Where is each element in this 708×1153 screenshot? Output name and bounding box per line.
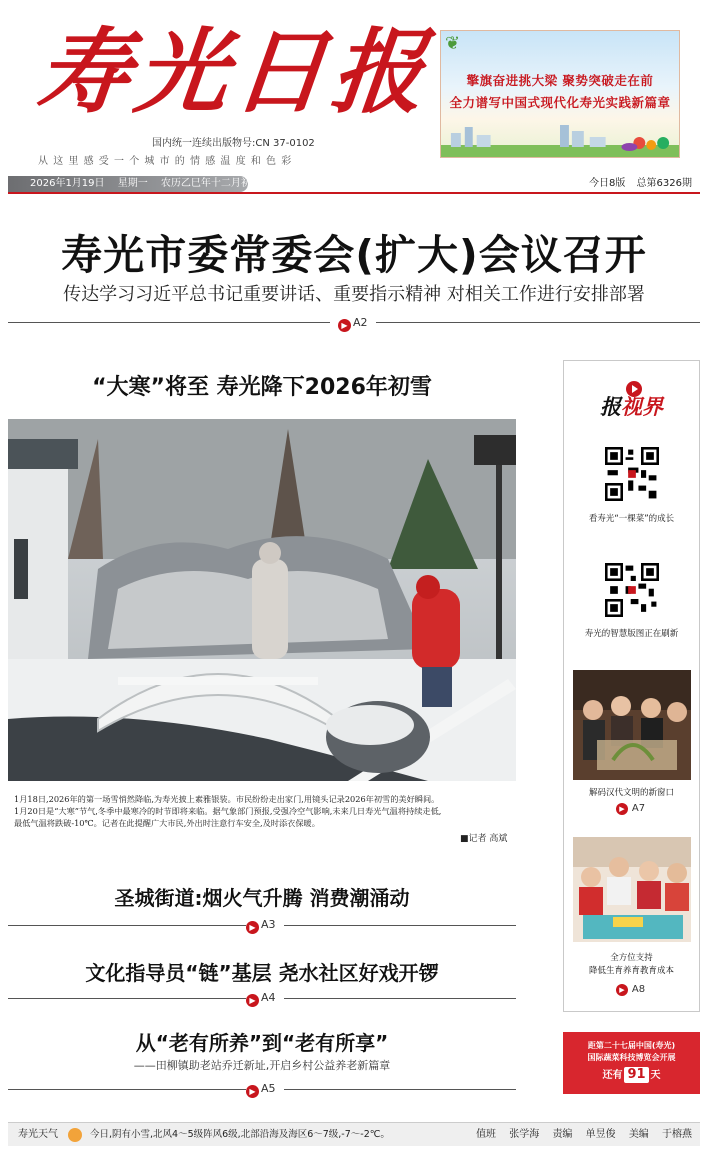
- weather-text: 今日,阴有小雪,北风4～5级阵风6级,北部沿海及海区6～7级,-7～-2℃。: [90, 1129, 390, 1140]
- weather-label: 寿光天气: [18, 1129, 58, 1140]
- expo-countdown: [563, 1032, 700, 1094]
- banner-line-1: 擎旗奋进挑大梁 聚势突破走在前: [466, 73, 654, 88]
- section-headline-a5[interactable]: 从“老有所养”到“老有所享”: [135, 1031, 389, 1055]
- divider-line: [284, 925, 516, 926]
- photo-caption: 1月18日,2026年的第一场雪悄然降临,为寿光披上素雅银装。市民纷纷走出家门,用镜头记录2026年初雪的美好瞬间。 1月20日是“大寒”节气,冬季中最寒冷的时节即将来临。据气象部门预报,受强冷空气影响,未来几日寿光气温将持续走低, 最低气温将跌破-10℃。记者在此提醒广大市民,外出时注意行车安全,及时添衣保暖。: [14, 794, 442, 828]
- qr-code-icon[interactable]: [605, 563, 659, 617]
- qr-caption-1: 看寿光“一棵菜”的成长: [588, 514, 675, 524]
- snow-garden-photo: [8, 419, 516, 781]
- leaf-icon: ❦: [445, 33, 461, 54]
- page-ref-a5[interactable]: ▶ A5: [246, 1082, 276, 1098]
- staff-editor-label: 责编: [552, 1129, 573, 1140]
- banner-advertisement: [440, 30, 680, 158]
- weather-icon: [68, 1128, 82, 1142]
- staff-duty-label: 值班: [476, 1129, 497, 1140]
- date-info: [8, 176, 261, 192]
- countdown-days: 还有 91 天: [602, 1067, 661, 1082]
- divider-line: [376, 322, 700, 323]
- divider-line: [284, 998, 516, 999]
- sidebar-panel: [563, 360, 700, 1012]
- section-subheadline-a5: ——田柳镇助老站乔迁新址,开启乡村公益养老新篇章: [133, 1059, 391, 1072]
- countdown-line-2: 国际蔬菜科技博览会开展: [587, 1053, 676, 1062]
- banner-line-2: 全力谱写中国式现代化寿光实践新篇章: [449, 95, 671, 110]
- staff-duty-name: 张学海: [509, 1129, 540, 1140]
- page-ref-a7[interactable]: ▶ A7: [564, 803, 699, 815]
- page-ref-a2[interactable]: ▶ A2: [338, 316, 368, 332]
- countdown-line-1: 距第二十七届中国(寿光): [587, 1041, 676, 1050]
- photo-story-title[interactable]: “大寒”将至 寿光降下2026年初雪: [92, 375, 432, 400]
- issue-date: 2026年1月19日: [30, 178, 105, 189]
- arrow-icon: ▶: [338, 319, 351, 332]
- issn-number: 国内统一连续出版物号:CN 37-0102: [152, 138, 315, 149]
- page-ref-a3[interactable]: ▶ A3: [246, 918, 276, 934]
- arrow-icon: ▶: [246, 1085, 259, 1098]
- qr-code-icon[interactable]: [605, 447, 659, 501]
- divider-line: [8, 322, 330, 323]
- exhibition-photo: [573, 670, 691, 780]
- arrow-icon: ▶: [246, 994, 259, 1007]
- page-ref-a4[interactable]: ▶ A4: [246, 991, 276, 1007]
- masthead: [0, 0, 708, 170]
- arrow-icon: ▶: [616, 984, 628, 996]
- staff-editor-name: 单昱俊: [585, 1129, 616, 1140]
- slogan: 从这里感受一个城市的情感温度和色彩: [38, 156, 297, 167]
- page-count: 今日8版: [588, 178, 626, 189]
- staff-designer-name: 于榕燕: [662, 1129, 692, 1140]
- staff-credits: [466, 1123, 692, 1147]
- issue-info: [581, 176, 692, 192]
- date-bar: [8, 176, 700, 194]
- divider-line: [8, 925, 246, 926]
- section-headline-a4[interactable]: 文化指导员“链”基层 尧水社区好戏开锣: [85, 961, 439, 985]
- page-ref-a8[interactable]: ▶ A8: [564, 984, 699, 996]
- item2-caption-line1: 全方位支持: [610, 953, 653, 963]
- weekday: 星期一: [117, 178, 148, 189]
- city-skyline-illustration: [441, 123, 679, 157]
- sidebar-brand: 报视界: [600, 395, 663, 419]
- arrow-icon: ▶: [246, 921, 259, 934]
- days-number: 91: [624, 1067, 648, 1083]
- lead-headline[interactable]: 寿光市委常委会(扩大)会议召开: [61, 231, 647, 279]
- children-classroom-photo: [573, 837, 691, 942]
- arrow-icon: ▶: [616, 803, 628, 815]
- lunar-date: 农历乙巳年十二月初一: [160, 178, 261, 189]
- staff-designer-label: 美编: [628, 1129, 649, 1140]
- item1-caption: 解码汉代文明的新窗口: [588, 788, 674, 798]
- issue-number: 总第6326期: [636, 178, 692, 189]
- newspaper-logo: 寿光日报: [32, 18, 436, 126]
- divider-line: [8, 1089, 246, 1090]
- divider-line: [8, 998, 246, 999]
- lead-subheadline: 传达学习习近平总书记重要讲话、重要指示精神 对相关工作进行安排部署: [63, 284, 645, 305]
- qr-caption-2: 寿光的智慧版图正在刷新: [584, 629, 679, 639]
- footer-bar: [8, 1122, 700, 1146]
- section-headline-a3[interactable]: 圣城街道:烟火气升腾 消费潮涌动: [114, 886, 410, 910]
- photo-credit: ■记者 高斌: [460, 834, 508, 844]
- divider-line: [284, 1089, 516, 1090]
- item2-caption-line2: 降低生育养育教育成本: [588, 966, 674, 976]
